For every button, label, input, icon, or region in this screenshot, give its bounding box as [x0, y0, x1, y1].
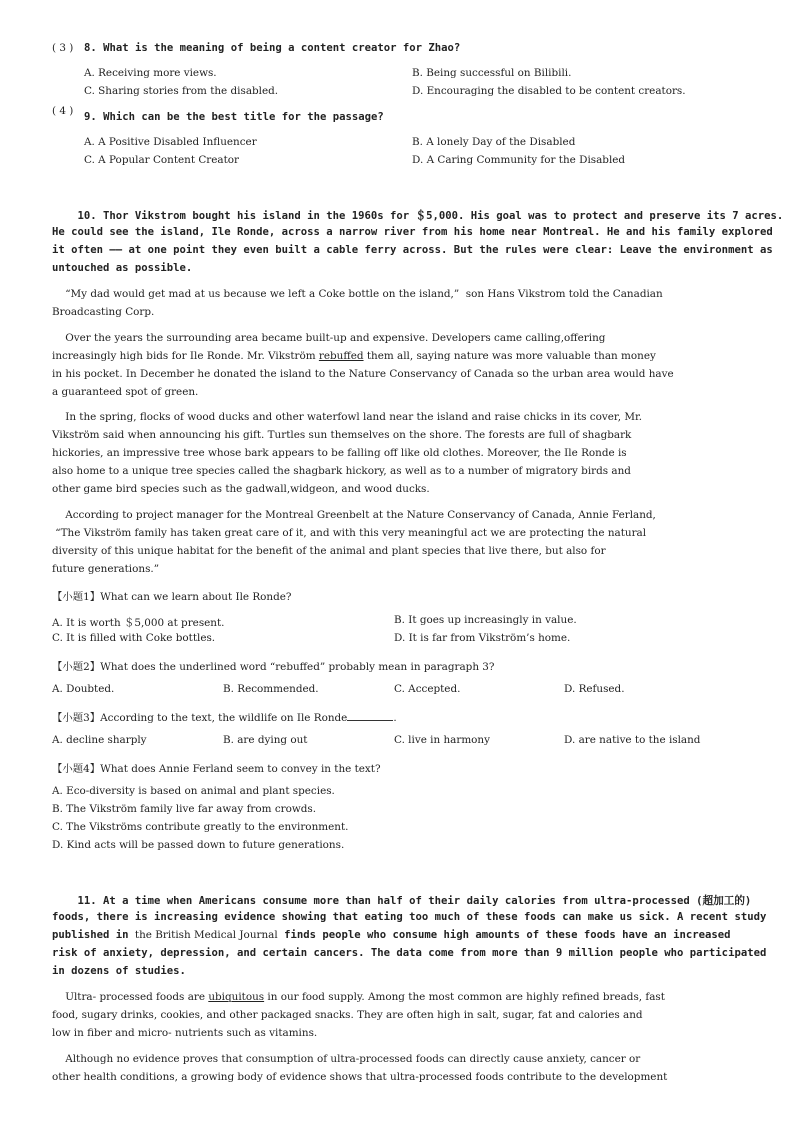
q11-intro-line: in dozens of studies.	[52, 965, 186, 977]
q10-p3-line: In the spring, flocks of wood ducks and other waterfowl land near the island and raise chicks in its cover, Mr.	[52, 411, 643, 423]
q10-sub3-stem-end: .	[393, 712, 397, 724]
q10-sub1-option-b: B. It goes up increasingly in value.	[394, 614, 577, 626]
q9-option-d: D. A Caring Community for the Disabled	[412, 154, 626, 166]
q10-p1-line: “My dad would get mad at us because we left a Coke bottle on the island,” son Hans Vikstrom told the Canadian	[52, 288, 663, 300]
q10-p4-line: diversity of this unique habitat for the benefit of the animal and plant species that live there, but also for	[52, 545, 606, 557]
q11-p1-line: low in fiber and micro- nutrients such as vitamins.	[52, 1027, 318, 1039]
q10-p4-line: future generations.”	[52, 563, 160, 575]
q11-p2-line: Although no evidence proves that consumption of ultra-processed foods can directly cause anxiety, cancer or	[52, 1053, 641, 1065]
q8-option-d: D. Encouraging the disabled to be content creators.	[412, 85, 686, 97]
q10-intro-line: 10. Thor Vikstrom bought his island in the 1960s for ＄5,000. His goal was to protect and preserve its 7 acres.	[52, 210, 784, 222]
q10-sub3-stem-text: 【小题3】According to the text, the wildlife on Ile Ronde	[52, 712, 348, 724]
q10-sub4-option-c: C. The Vikströms contribute greatly to the environment.	[52, 821, 349, 833]
q10-intro-line: He could see the island, Ile Ronde, across a narrow river from his home near Montreal. He and his family explored	[52, 226, 773, 238]
q10-p2-text: increasingly high bids for Ile Ronde. Mr. Vikström	[52, 350, 319, 362]
q10-p3-line: hickories, an impressive tree whose bark appears to be falling off like old clothes. Moreover, the Ile Ronde is	[52, 447, 627, 459]
q10-intro-line: untouched as possible.	[52, 262, 193, 274]
q11-intro-line: foods, there is increasing evidence showing that eating too much of these foods can make us sick. A recent study	[52, 911, 767, 923]
q10-p2-line: in his pocket. In December he donated the island to the Nature Conservancy of Canada so the urban area would have	[52, 368, 674, 380]
q10-sub3-option-d: D. are native to the island	[564, 734, 701, 746]
q8-option-a: A. Receiving more views.	[84, 67, 217, 79]
q11-p1-text: in our food supply. Among the most common are highly refined breads, fast	[264, 991, 665, 1003]
q10-sub2-option-a: A. Doubted.	[52, 683, 115, 695]
q10-intro-line: it often —— at one point they even built a cable ferry across. But the rules were clear: Leave the environment as	[52, 244, 773, 256]
q11-intro-line: 11. At a time when Americans consume more than half of their daily calories from ultra-processed (超加工的)	[52, 895, 752, 907]
q10-p2-line: Over the years the surrounding area became built-up and expensive. Developers came calling,offering	[52, 332, 606, 344]
q10-p4-line: According to project manager for the Montreal Greenbelt at the Nature Conservancy of Canada, Annie Ferland,	[52, 509, 656, 521]
q10-sub3-option-a: A. decline sharply	[52, 734, 147, 746]
q11-p1-line	[52, 991, 665, 1003]
q10-sub3-option-c: C. live in harmony	[394, 734, 490, 746]
q9-stem: 9. Which can be the best title for the passage?	[84, 111, 384, 123]
q11-p1-text: Ultra- processed foods are	[52, 991, 209, 1003]
q10-p3-line: also home to a unique tree species called the shagbark hickory, as well as to a number of migratory birds and	[52, 465, 631, 477]
q8-option-b: B. Being successful on Bilibili.	[412, 67, 572, 79]
q10-sub1-option-d: D. It is far from Vikström’s home.	[394, 632, 571, 644]
q10-p1-line: Broadcasting Corp.	[52, 306, 155, 318]
q10-sub1-stem: 【小题1】What can we learn about Ile Ronde?	[52, 591, 292, 603]
q8-option-c: C. Sharing stories from the disabled.	[84, 85, 279, 97]
answer-blank	[347, 711, 393, 721]
q10-sub2-option-c: C. Accepted.	[394, 683, 461, 695]
q10-sub3-stem	[52, 709, 397, 724]
q10-sub4-stem: 【小题4】What does Annie Ferland seem to convey in the text?	[52, 763, 381, 775]
q10-sub1-option-c: C. It is filled with Coke bottles.	[52, 632, 216, 644]
q10-sub4-option-a: A. Eco-diversity is based on animal and plant species.	[52, 785, 335, 797]
underlined-word-rebuffed: rebuffed	[318, 350, 364, 362]
q11-p2-line: other health conditions, a growing body of evidence shows that ultra-processed foods contribute to the development	[52, 1071, 668, 1083]
q10-p2-line	[52, 350, 656, 362]
q10-sub2-stem: 【小题2】What does the underlined word “rebuffed” probably mean in paragraph 3?	[52, 661, 495, 673]
q9-number-tag: ( 4 )	[52, 105, 74, 117]
q9-option-c: C. A Popular Content Creator	[84, 154, 240, 166]
q10-p2-line: a guaranteed spot of green.	[52, 386, 199, 398]
q10-p4-line: “The Vikström family has taken great care of it, and with this very meaningful act we are protecting the natural	[52, 527, 647, 539]
q11-intro-text: published in	[52, 929, 135, 941]
q10-sub2-option-b: B. Recommended.	[223, 683, 319, 695]
q10-sub1-option-a: A. It is worth ＄5,000 at present.	[52, 617, 225, 629]
q10-sub4-option-b: B. The Vikström family live far away from crowds.	[52, 803, 317, 815]
q11-intro-text: finds people who consume high amounts of these foods have an increased	[277, 929, 731, 941]
q10-sub4-option-d: D. Kind acts will be passed down to future generations.	[52, 839, 345, 851]
q11-intro-line	[52, 929, 731, 941]
q10-sub3-option-b: B. are dying out	[223, 734, 308, 746]
q9-option-b: B. A lonely Day of the Disabled	[412, 136, 576, 148]
q8-number-tag: ( 3 )	[52, 42, 74, 54]
q9-option-a: A. A Positive Disabled Influencer	[84, 136, 257, 148]
q10-p3-line: Vikström said when announcing his gift. Turtles sun themselves on the shore. The forests are full of shagbark	[52, 429, 632, 441]
q11-intro-line: risk of anxiety, depression, and certain cancers. The data come from more than 9 million people who participated	[52, 947, 767, 959]
underlined-word-ubiquitous: ubiquitous	[208, 991, 265, 1003]
q10-p2-text: them all, saying nature was more valuable than money	[363, 350, 656, 362]
q8-stem: 8. What is the meaning of being a content creator for Zhao?	[84, 42, 461, 54]
q10-sub2-option-d: D. Refused.	[564, 683, 625, 695]
journal-name: the British Medical Journal	[134, 929, 278, 941]
q10-p3-line: other game bird species such as the gadwall,widgeon, and wood ducks.	[52, 483, 430, 495]
q11-p1-line: food, sugary drinks, cookies, and other packaged snacks. They are often high in salt, sugar, fat and calories and	[52, 1009, 643, 1021]
